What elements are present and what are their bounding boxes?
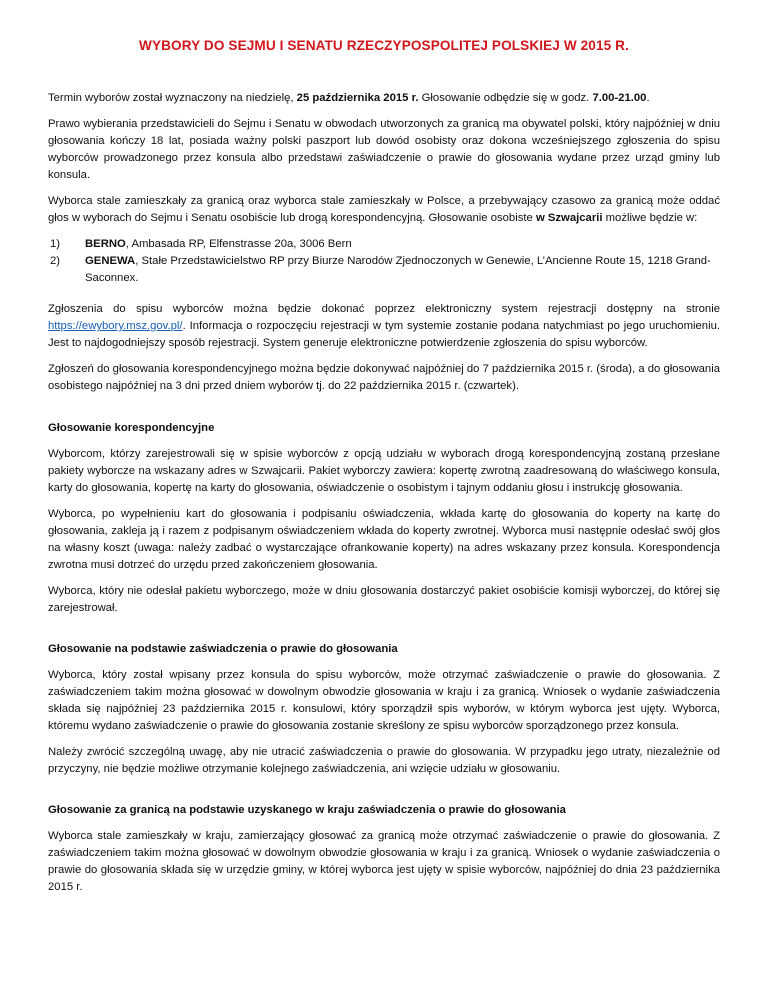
ewybory-link[interactable]: https://ewybory.msz.gov.pl/ — [48, 320, 183, 332]
section-heading-abroad: Głosowanie za granicą na podstawie uzyskanego w kraju zaświadczenia o prawie do głosowania — [48, 804, 566, 816]
certificate-paragraph-1: Wyborca, który został wpisany przez konsula do spisu wyborców, może otrzymać zaświadczenie o prawie do głosowania. Z zaświadczeniem takim można głosować w dowolnym obwodzie głosowania w kraju i za granicą. Wniosek o wydanie zaświadczenia składa się najpóźniej 23 października 2015 r. konsulowi, który sporządził spis wyborów, w którym wyborca jest ujęty. Wyborca, któremu wydano zaświadczenie o prawie do głosowania zostanie skreślony ze spisu wyborców sporządzonego przez konsula. — [48, 669, 720, 732]
voting-methods-paragraph: Wyborca stale zamieszkały za granicą oraz wyborca stale zamieszkały w Polsce, a przebywający czasowo za granicą może oddać głos w wyborach do Sejmu i Senatu osobiście lub drogą korespondencyjną. Głosowanie osobiste w Szwajcarii możliwe będzie w: — [48, 195, 720, 224]
voting-rights-paragraph: Prawo wybierania przedstawicieli do Sejmu i Senatu w obwodach utworzonych za granicą ma obywatel polski, który najpóźniej w dniu głosowania kończy 18 lat, posiada ważny polski paszport lub dowód osobisty oraz dokona wcześniejszego zgłoszenia do spisu wyborców prowadzonego przez konsula albo przedstawi zaświadczenie o prawie do głosowania wydane przez urząd gminy lub konsula. — [48, 118, 720, 181]
certificate-paragraph-2: Należy zwrócić szczególną uwagę, aby nie utracić zaświadczenia o prawie do głosowania. W przypadku jego utraty, niezależnie od przyczyny, nie będzie możliwe otrzymanie kolejnego zaświadczenia, ani wzięcie udziału w głosowaniu. — [48, 746, 720, 775]
election-date-paragraph: Termin wyborów został wyznaczony na niedzielę, 25 października 2015 r. Głosowanie odbędzie się w godz. 7.00-21.00. — [48, 92, 650, 104]
registration-paragraph: Zgłoszenia do spisu wyborców można będzie dokonać poprzez elektroniczny system rejestracji dostępny na stronie https://ewybory.msz.gov.pl/. Informacja o rozpoczęciu rejestracji w tym systemie zostanie podana natychmiast po jego uruchomieniu. Jest to najdogodniejszy sposób rejestracji. System generuje elektroniczne potwierdzenie zgłoszenia do spisu wyborców. — [48, 303, 720, 349]
correspondence-paragraph-1: Wyborcom, którzy zarejestrowali się w spisie wyborców z opcją udziału w wyborach drogą korespondencyjną zostaną przesłane pakiety wyborcze na wskazany adres w Szwajcarii. Pakiet wyborczy zawiera: kopertę zwrotną zaadresowaną do właściwego konsula, karty do głosowania, kopertę na karty do głosowania, oświadczenie o osobistym i tajnym oddaniu głosu i instrukcję głosowania. — [48, 448, 720, 494]
correspondence-paragraph-2: Wyborca, po wypełnieniu kart do głosowania i podpisaniu oświadczenia, wkłada kartę do głosowania do koperty na kartę do głosowania, zakleja ją i razem z podpisanym oświadczeniem wkłada do koperty zwrotnej. Wyborca musi następnie odesłać swój głos na własny koszt (uwaga: należy zadbać o wystarczające ofrankowanie koperty) na adres wskazany przez konsula. Korespondencja zwrotna musi dotrzeć do urzędu przed zakończeniem głosowania. — [48, 508, 720, 571]
list-item: 2) GENEWA, Stałe Przedstawicielstwo RP przy Biurze Narodów Zjednoczonych w Genewie, L’Ancienne Route 15, 1218 Grand-Saconnex. — [50, 255, 711, 284]
document-title: WYBORY DO SEJMU I SENATU RZECZYPOSPOLITEJ POLSKIEJ W 2015 R. — [139, 38, 629, 53]
section-heading-correspondence: Głosowanie korespondencyjne — [48, 422, 215, 434]
polling-locations-list — [48, 236, 720, 287]
deadlines-paragraph: Zgłoszeń do głosowania korespondencyjnego można będzie dokonywać najpóźniej do 7 października 2015 r. (środa), a do głosowania osobistego najpóźniej na 3 dni przed dniem wyborów tj. do 22 października 2015 r. (czwartek). — [48, 363, 720, 392]
list-item: 1) BERNO, Ambasada RP, Elfenstrasse 20a, 3006 Bern — [50, 238, 352, 250]
section-heading-certificate: Głosowanie na podstawie zaświadczenia o prawie do głosowania — [48, 643, 398, 655]
abroad-paragraph-1: Wyborca stale zamieszkały w kraju, zamierzający głosować za granicą może otrzymać zaświadczenie o prawie do głosowania. Z zaświadczeniem takim można głosować w dowolnym obwodzie głosowania w kraju i za granicą. Wniosek o wydanie zaświadczenia o prawie do głosowania składa się w urzędzie gminy, w której wyborca jest ujęty w spisie wyborców, najpóźniej do dnia 23 października 2015 r. — [48, 830, 720, 893]
correspondence-paragraph-3: Wyborca, który nie odesłał pakietu wyborczego, może w dniu głosowania dostarczyć pakiet osobiście komisji wyborczej, do której się zarejestrował. — [48, 585, 720, 614]
